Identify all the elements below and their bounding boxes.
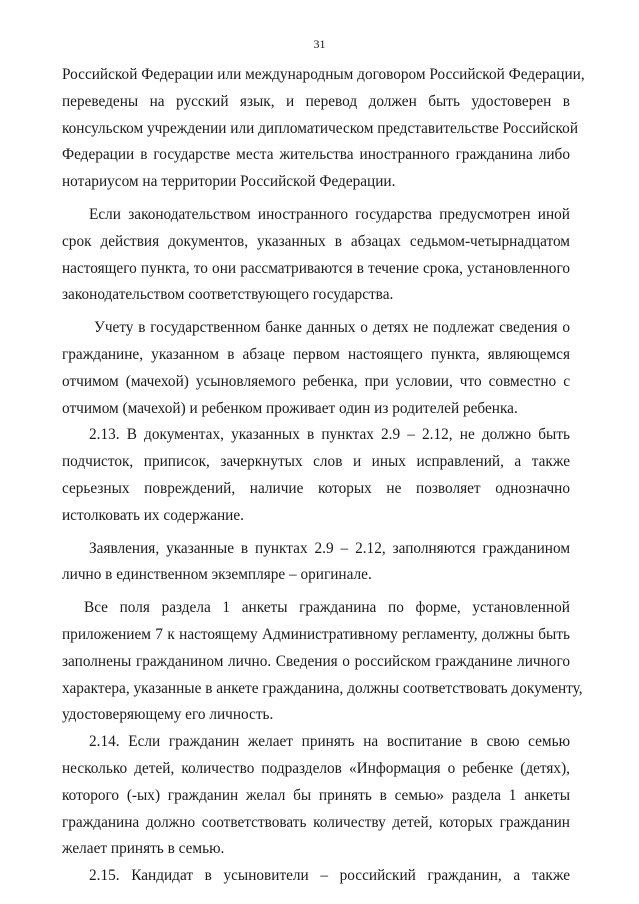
text-line: несколько детей, количество подразделов «Информация о ребенке (детях), <box>62 759 570 777</box>
text-line: Все поля раздела 1 анкеты гражданина по форме, установленной <box>84 599 570 617</box>
text-line: характера, указанные в анкете гражданина, должны соответствовать документу, <box>62 679 583 697</box>
text-line: гражданине, указанном в абзаце первом настоящего пункта, являющемся <box>62 345 570 363</box>
text-line: законодательством соответствующего государства. <box>62 286 394 304</box>
text-line: 2.14. Если гражданин желает принять на воспитание в свою семью <box>89 733 570 751</box>
text-line: 2.15. Кандидат в усыновители – российский гражданин, а также <box>89 867 570 885</box>
page-number: 31 <box>313 37 326 51</box>
text-line: Федерации в государстве места жительства иностранного гражданина либо <box>62 146 570 164</box>
text-line: срок действия документов, указанных в абзацах седьмом-четырнадцатом <box>62 232 570 250</box>
text-line: приложением 7 к настоящему Административному регламенту, должны быть <box>62 625 570 643</box>
text-line: переведены на русский язык, и перевод должен быть удостоверен в <box>62 92 570 110</box>
text-line: Учету в государственном банке данных о детях не подлежат сведения о <box>94 319 570 337</box>
text-line: гражданина должно соответствовать количеству детей, которых гражданин <box>62 813 570 831</box>
text-line: отчимом (мачехой) усыновляемого ребенка, при условии, что совместно с <box>62 372 570 390</box>
text-line: Если законодательством иностранного государства предусмотрен иной <box>89 205 570 223</box>
text-line: истолковать их содержание. <box>62 506 244 524</box>
text-line: удостоверяющему его личность. <box>62 706 274 724</box>
text-line: отчимом (мачехой) и ребенком проживает один из родителей ребенка. <box>62 399 518 417</box>
text-line: 2.13. В документах, указанных в пунктах 2.9 – 2.12, не должно быть <box>89 426 570 444</box>
text-line: нотариусом на территории Российской Федерации. <box>62 173 396 191</box>
text-line: настоящего пункта, то они рассматриваются в течение срока, установленного <box>62 259 570 277</box>
text-line: заполнены гражданином лично. Сведения о российском гражданине личного <box>62 652 570 670</box>
text-line: серьезных повреждений, наличие которых не позволяет однозначно <box>62 479 570 497</box>
text-line: Заявления, указанные в пунктах 2.9 – 2.12, заполняются гражданином <box>89 539 570 557</box>
text-line: желает принять в семью. <box>62 840 225 858</box>
text-line: Российской Федерации или международным договором Российской Федерации, <box>62 66 585 83</box>
document-body <box>62 62 585 890</box>
text-line: лично в единственном экземпляре – оригинале. <box>62 566 372 584</box>
text-line: консульском учреждении или дипломатическом представительстве Российской <box>62 119 579 137</box>
text-line: подчисток, приписок, зачеркнутых слов и иных исправлений, а также <box>62 453 570 471</box>
text-line: которого (-ых) гражданин желал бы принять в семью» раздела 1 анкеты <box>62 786 570 804</box>
